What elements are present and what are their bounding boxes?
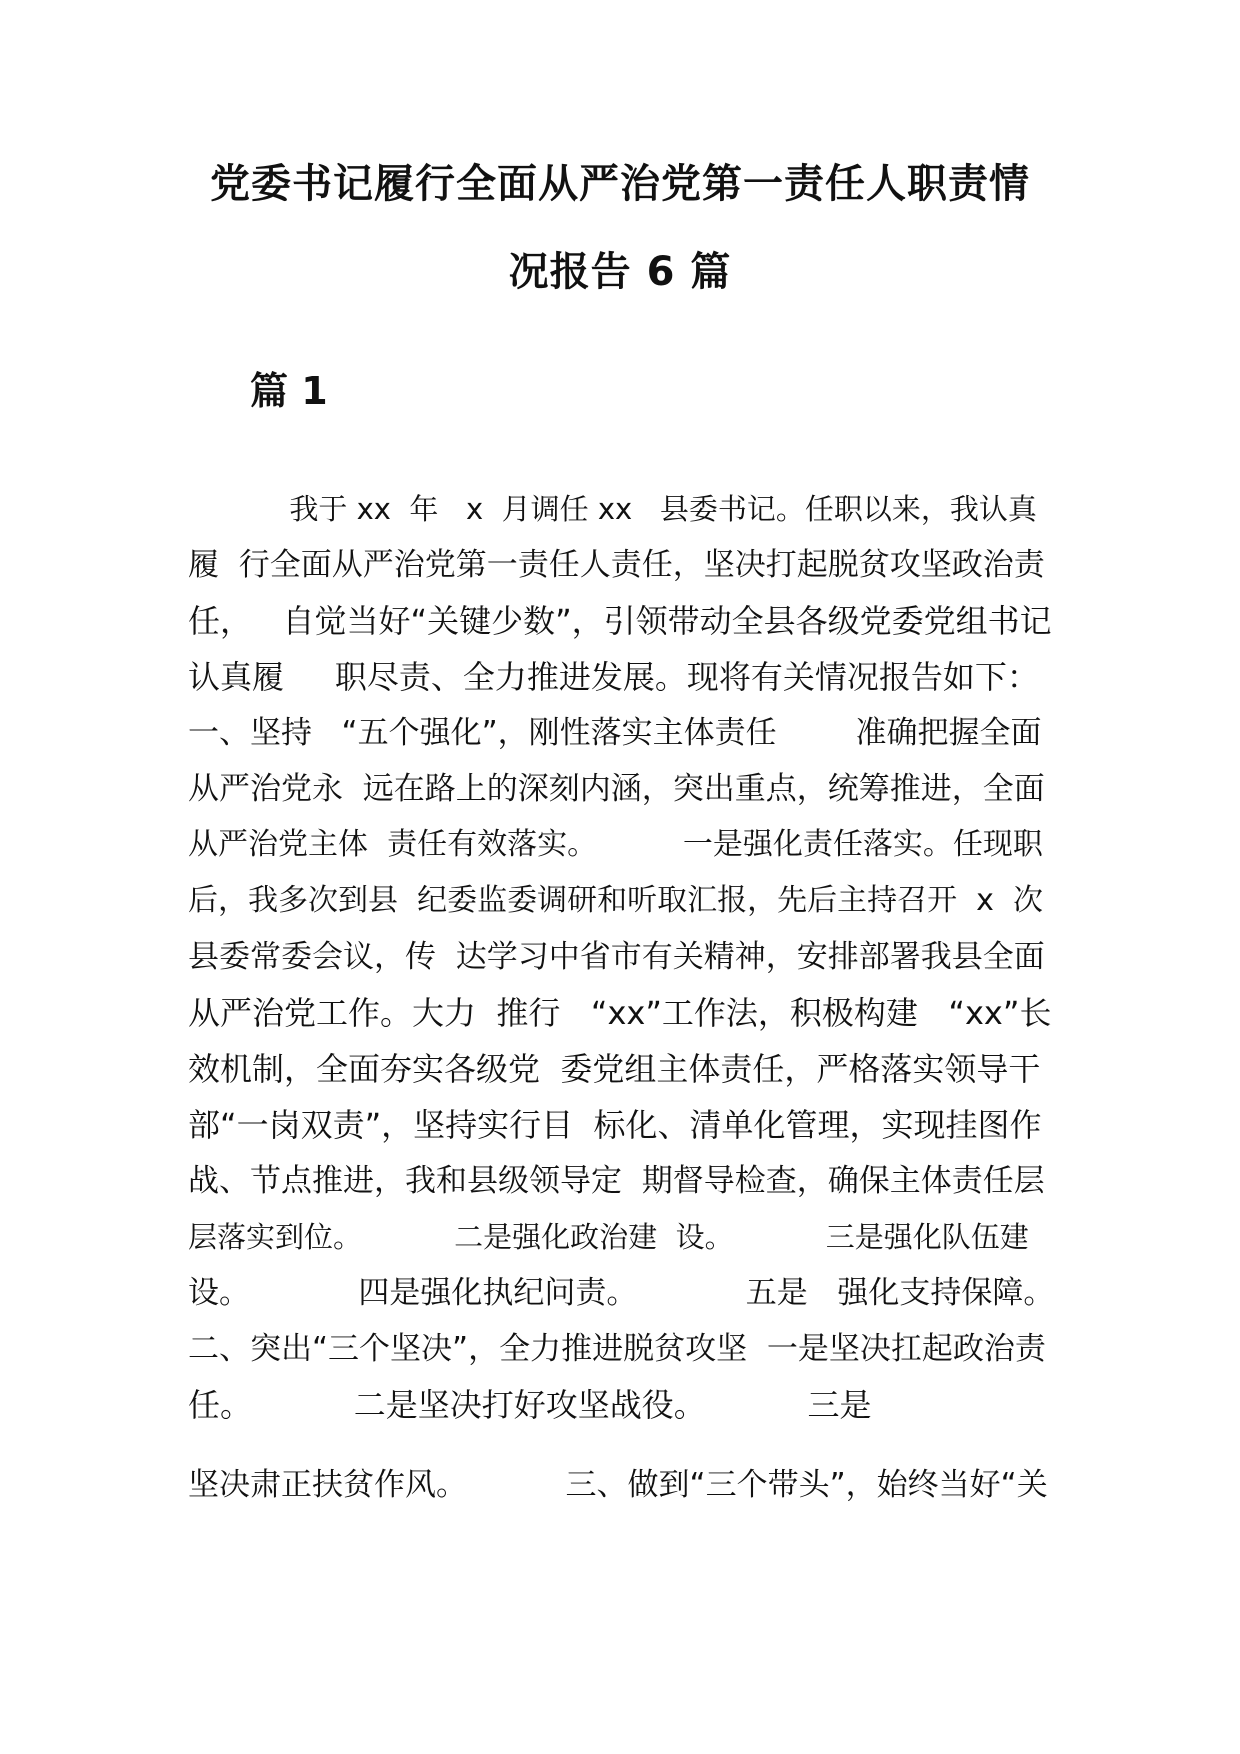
body-line: 县委常委会议，传 达学习中省市有关精神，安排部署我县全面 — [188, 939, 1045, 975]
section-heading: 篇 1 — [250, 369, 328, 413]
body-line: 认真履 职尽责、全力推进发展。现将有关情况报告如下： — [188, 658, 1039, 696]
body-line: 后，我多次到县 纪委监委调研和听取汇报，先后主持召开 x 次 — [188, 883, 1043, 918]
body-line: 从严治党工作。大力 推行 “xx”工作法，积极构建 “xx”长 — [188, 994, 1052, 1032]
body-line: 部“一岗双责”，坚持实行目 标化、清单化管理，实现挂图作 — [188, 1106, 1042, 1144]
body-line: 我于 xx 年 x 月调任 xx 县委书记。任职以来，我认真 — [188, 492, 1037, 526]
body-line: 层落实到位。 二是强化政治建 设。 三是强化队伍建 — [188, 1220, 1029, 1254]
body-line: 从严治党永 远在路上的深刻内涵，突出重点，统筹推进，全面 — [188, 771, 1045, 807]
document-title-line-2: 况报告 6 篇 — [508, 249, 732, 295]
body-line: 任。 二是坚决打好攻坚战役。 三是 — [188, 1386, 872, 1424]
body-line: 坚决肃正扶贫作风。 三、做到“三个带头”，始终当好“关 — [188, 1467, 1048, 1503]
body-line: 履 行全面从严治党第一责任人责任，坚决打起脱贫攻坚政治责 — [188, 547, 1045, 583]
body-line: 设。 四是强化执纪问责。 五是 强化支持保障。 — [188, 1275, 1055, 1311]
body-line: 战、节点推进，我和县级领导定 期督导检查，确保主体责任层 — [188, 1163, 1045, 1199]
body-line: 二、突出“三个坚决”，全力推进脱贫攻坚 一是坚决扛起政治责 — [188, 1331, 1046, 1367]
body-line: 任， 自觉当好“关键少数”，引领带动全县各级党委党组书记 — [188, 602, 1052, 640]
body-line: 一、坚持 “五个强化”，刚性落实主体责任 准确把握全面 — [188, 715, 1042, 751]
body-line: 从严治党主体 责任有效落实。 一是强化责任落实。任现职 — [188, 827, 1043, 862]
body-line: 效机制，全面夯实各级党 委党组主体责任，严格落实领导干 — [188, 1050, 1041, 1088]
document-title-line-1: 党委书记履行全面从严治党第一责任人职责情 — [210, 161, 1030, 207]
